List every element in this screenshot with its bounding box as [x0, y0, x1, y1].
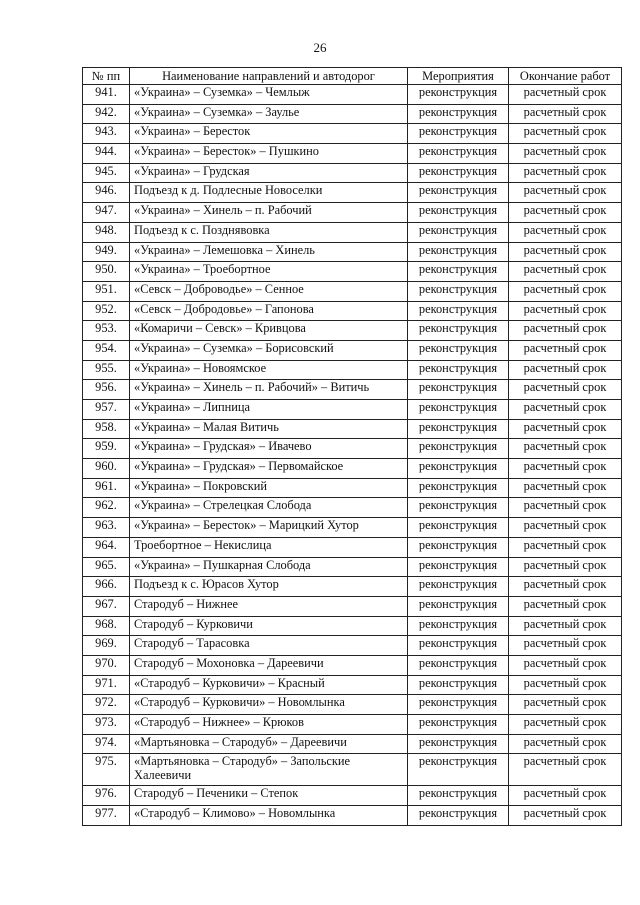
road-name: «Украина» – Грудская» – Ивачево — [130, 439, 408, 459]
activity: реконструкция — [408, 478, 509, 498]
activity: реконструкция — [408, 754, 509, 786]
table-row — [83, 715, 622, 735]
completion: расчетный срок — [509, 786, 622, 806]
activity: реконструкция — [408, 636, 509, 656]
row-number: 947. — [83, 203, 130, 223]
activity: реконструкция — [408, 144, 509, 164]
row-number: 968. — [83, 616, 130, 636]
row-number: 944. — [83, 144, 130, 164]
row-number: 974. — [83, 734, 130, 754]
activity: реконструкция — [408, 222, 509, 242]
completion: расчетный срок — [509, 419, 622, 439]
table-row — [83, 478, 622, 498]
completion: расчетный срок — [509, 360, 622, 380]
activity: реконструкция — [408, 786, 509, 806]
road-name: «Украина» – Грудская» – Первомайское — [130, 459, 408, 479]
completion: расчетный срок — [509, 459, 622, 479]
row-number: 943. — [83, 124, 130, 144]
activity: реконструкция — [408, 203, 509, 223]
table-row — [83, 596, 622, 616]
activity: реконструкция — [408, 459, 509, 479]
header-number: № пп — [83, 68, 130, 85]
road-name: Стародуб – Мохоновка – Дареевичи — [130, 655, 408, 675]
row-number: 970. — [83, 655, 130, 675]
completion: расчетный срок — [509, 596, 622, 616]
completion: расчетный срок — [509, 85, 622, 105]
completion: расчетный срок — [509, 655, 622, 675]
table-row — [83, 518, 622, 538]
road-name: «Украина» – Грудская — [130, 163, 408, 183]
completion: расчетный срок — [509, 340, 622, 360]
activity: реконструкция — [408, 163, 509, 183]
completion: расчетный срок — [509, 636, 622, 656]
row-number: 955. — [83, 360, 130, 380]
row-number: 959. — [83, 439, 130, 459]
road-name: «Украина» – Лемешовка – Хинель — [130, 242, 408, 262]
roads-table — [82, 67, 622, 826]
road-name: Стародуб – Печеники – Степок — [130, 786, 408, 806]
table-row — [83, 321, 622, 341]
road-name: «Украина» – Береcток — [130, 124, 408, 144]
table-row — [83, 281, 622, 301]
activity: реконструкция — [408, 124, 509, 144]
road-name: «Украина» – Троебортное — [130, 262, 408, 282]
road-name: Троебортное – Некислица — [130, 537, 408, 557]
activity: реконструкция — [408, 419, 509, 439]
table-row — [83, 577, 622, 597]
table-row — [83, 459, 622, 479]
completion: расчетный срок — [509, 616, 622, 636]
completion: расчетный срок — [509, 439, 622, 459]
completion: расчетный срок — [509, 715, 622, 735]
completion: расчетный срок — [509, 806, 622, 826]
table-row — [83, 754, 622, 786]
completion: расчетный срок — [509, 222, 622, 242]
row-number: 945. — [83, 163, 130, 183]
activity: реконструкция — [408, 281, 509, 301]
row-number: 972. — [83, 695, 130, 715]
activity: реконструкция — [408, 806, 509, 826]
activity: реконструкция — [408, 400, 509, 420]
table-row — [83, 786, 622, 806]
page-number: 26 — [313, 40, 327, 55]
road-name: «Севск – Доброводье» – Сенное — [130, 281, 408, 301]
road-name: «Мартьяновка – Стародуб» – Дареевичи — [130, 734, 408, 754]
table-row — [83, 104, 622, 124]
activity: реконструкция — [408, 321, 509, 341]
row-number: 948. — [83, 222, 130, 242]
activity: реконструкция — [408, 695, 509, 715]
completion: расчетный срок — [509, 754, 622, 786]
completion: расчетный срок — [509, 557, 622, 577]
table-header-row — [83, 68, 622, 85]
completion: расчетный срок — [509, 104, 622, 124]
table-row — [83, 85, 622, 105]
road-name: Подъезд к с. Юрасов Хутор — [130, 577, 408, 597]
road-name: «Украина» – Хинель – п. Рабочий — [130, 203, 408, 223]
road-name: Стародуб – Нижнее — [130, 596, 408, 616]
row-number: 971. — [83, 675, 130, 695]
activity: реконструкция — [408, 557, 509, 577]
road-name: «Украина» – Новоямское — [130, 360, 408, 380]
header-name: Наименование направлений и автодорог — [130, 68, 408, 85]
table-row — [83, 124, 622, 144]
row-number: 958. — [83, 419, 130, 439]
road-name: «Украина» – Суземка» – Чемлыж — [130, 85, 408, 105]
completion: расчетный срок — [509, 203, 622, 223]
row-number: 952. — [83, 301, 130, 321]
road-name: «Комаричи – Севск» – Кривцова — [130, 321, 408, 341]
table-row — [83, 498, 622, 518]
table-row — [83, 675, 622, 695]
activity: реконструкция — [408, 577, 509, 597]
row-number: 961. — [83, 478, 130, 498]
completion: расчетный срок — [509, 242, 622, 262]
activity: реконструкция — [408, 715, 509, 735]
road-name: «Украина» – Покровский — [130, 478, 408, 498]
activity: реконструкция — [408, 498, 509, 518]
road-name: «Севск – Добродовье» – Гапонова — [130, 301, 408, 321]
row-number: 976. — [83, 786, 130, 806]
activity: реконструкция — [408, 340, 509, 360]
table-row — [83, 301, 622, 321]
row-number: 960. — [83, 459, 130, 479]
table-row — [83, 419, 622, 439]
table-row — [83, 222, 622, 242]
activity: реконструкция — [408, 242, 509, 262]
activity: реконструкция — [408, 518, 509, 538]
row-number: 946. — [83, 183, 130, 203]
road-name: «Украина» – Береcток» – Марицкий Хутор — [130, 518, 408, 538]
row-number: 973. — [83, 715, 130, 735]
road-name: Подъезд к д. Подлесные Новоселки — [130, 183, 408, 203]
road-name: «Стародуб – Нижнее» – Крюков — [130, 715, 408, 735]
completion: расчетный срок — [509, 163, 622, 183]
activity: реконструкция — [408, 596, 509, 616]
row-number: 951. — [83, 281, 130, 301]
road-name: Стародуб – Тарасовка — [130, 636, 408, 656]
activity: реконструкция — [408, 439, 509, 459]
road-name: «Украина» – Малая Витичь — [130, 419, 408, 439]
row-number: 975. — [83, 754, 130, 786]
table-row — [83, 183, 622, 203]
activity: реконструкция — [408, 301, 509, 321]
row-number: 942. — [83, 104, 130, 124]
table-row — [83, 380, 622, 400]
row-number: 953. — [83, 321, 130, 341]
activity: реконструкция — [408, 360, 509, 380]
row-number: 954. — [83, 340, 130, 360]
completion: расчетный срок — [509, 301, 622, 321]
table-row — [83, 203, 622, 223]
table-row — [83, 537, 622, 557]
row-number: 969. — [83, 636, 130, 656]
table-row — [83, 242, 622, 262]
completion: расчетный срок — [509, 144, 622, 164]
activity: реконструкция — [408, 616, 509, 636]
table-row — [83, 340, 622, 360]
table-row — [83, 636, 622, 656]
activity: реконструкция — [408, 734, 509, 754]
row-number: 949. — [83, 242, 130, 262]
completion: расчетный срок — [509, 734, 622, 754]
activity: реконструкция — [408, 183, 509, 203]
table-row — [83, 144, 622, 164]
road-name: «Украина» – Хинель – п. Рабочий» – Витичь — [130, 380, 408, 400]
table-body — [83, 85, 622, 826]
completion: расчетный срок — [509, 400, 622, 420]
row-number: 956. — [83, 380, 130, 400]
road-name: Подъезд к с. Позднявовка — [130, 222, 408, 242]
completion: расчетный срок — [509, 262, 622, 282]
row-number: 966. — [83, 577, 130, 597]
table-row — [83, 439, 622, 459]
activity: реконструкция — [408, 262, 509, 282]
completion: расчетный срок — [509, 281, 622, 301]
table-row — [83, 262, 622, 282]
road-name: «Украина» – Стрелецкая Слобода — [130, 498, 408, 518]
road-name: «Стародуб – Курковичи» – Красный — [130, 675, 408, 695]
road-name: «Украина» – Береcток» – Пушкино — [130, 144, 408, 164]
completion: расчетный срок — [509, 124, 622, 144]
row-number: 941. — [83, 85, 130, 105]
table-row — [83, 557, 622, 577]
completion: расчетный срок — [509, 321, 622, 341]
road-name: «Стародуб – Курковичи» – Новомлынка — [130, 695, 408, 715]
completion: расчетный срок — [509, 478, 622, 498]
road-name: Стародуб – Курковичи — [130, 616, 408, 636]
table-row — [83, 695, 622, 715]
table-row — [83, 806, 622, 826]
road-name: «Украина» – Липница — [130, 400, 408, 420]
row-number: 964. — [83, 537, 130, 557]
table-row — [83, 655, 622, 675]
completion: расчетный срок — [509, 537, 622, 557]
table-row — [83, 734, 622, 754]
row-number: 965. — [83, 557, 130, 577]
table-row — [83, 163, 622, 183]
row-number: 977. — [83, 806, 130, 826]
road-name: «Украина» – Суземка» – Заулье — [130, 104, 408, 124]
completion: расчетный срок — [509, 183, 622, 203]
completion: расчетный срок — [509, 518, 622, 538]
row-number: 950. — [83, 262, 130, 282]
header-completion: Окончание работ — [509, 68, 622, 85]
completion: расчетный срок — [509, 380, 622, 400]
row-number: 957. — [83, 400, 130, 420]
table-row — [83, 360, 622, 380]
completion: расчетный срок — [509, 695, 622, 715]
completion: расчетный срок — [509, 675, 622, 695]
activity: реконструкция — [408, 537, 509, 557]
road-name: «Мартьяновка – Стародуб» – Запольские Халеевичи — [130, 754, 408, 786]
road-name: «Украина» – Пушкарная Слобода — [130, 557, 408, 577]
activity: реконструкция — [408, 675, 509, 695]
activity: реконструкция — [408, 85, 509, 105]
road-name: «Стародуб – Климово» – Новомлынка — [130, 806, 408, 826]
row-number: 963. — [83, 518, 130, 538]
activity: реконструкция — [408, 104, 509, 124]
table-row — [83, 400, 622, 420]
activity: реконструкция — [408, 655, 509, 675]
road-name: «Украина» – Суземка» – Борисовский — [130, 340, 408, 360]
table-row — [83, 616, 622, 636]
completion: расчетный срок — [509, 498, 622, 518]
row-number: 967. — [83, 596, 130, 616]
completion: расчетный срок — [509, 577, 622, 597]
activity: реконструкция — [408, 380, 509, 400]
header-activity: Мероприятия — [408, 68, 509, 85]
row-number: 962. — [83, 498, 130, 518]
